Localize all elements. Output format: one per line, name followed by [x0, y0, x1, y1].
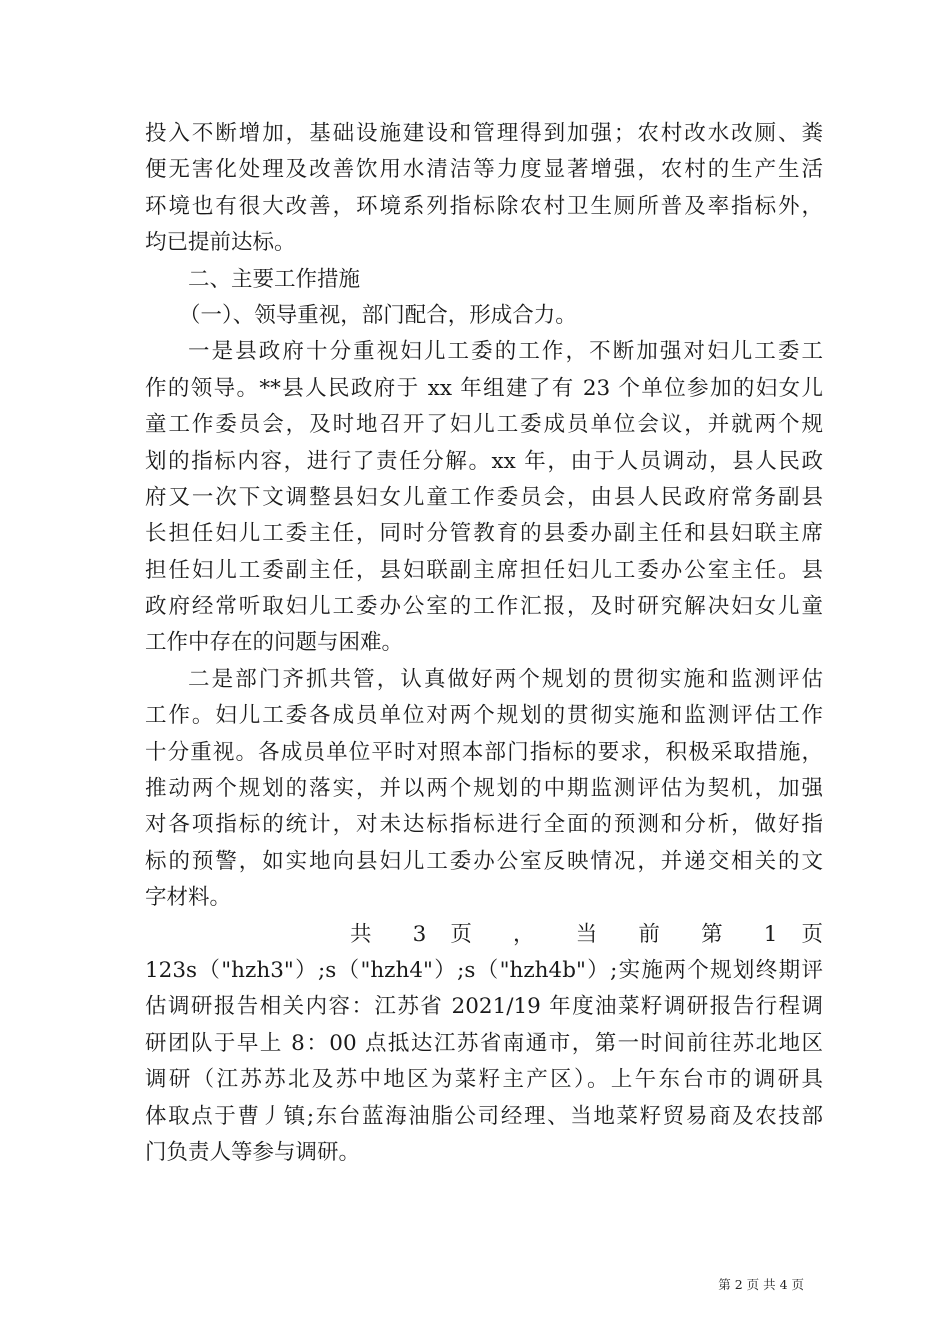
paragraph-line: 字材料。	[145, 885, 232, 911]
paragraph-line: 推动两个规划的落实，并以两个规划的中期监测评估为契机，加强	[145, 776, 823, 802]
paragraph-line: 123s（"hzh3"）;s（"hzh4"）;s（"hzh4b"）;实施两个规划终期评	[145, 957, 823, 983]
paragraph-line: 二是部门齐抓共管，认真做好两个规划的贯彻实施和监测评估	[188, 666, 823, 692]
paragraph-line: 门负责人等参与调研。	[145, 1139, 361, 1165]
paragraph-line: 作的领导。**县人民政府于 xx 年组建了有 23 个单位参加的妇女儿	[145, 375, 823, 401]
paragraph-line: 环境也有很大改善，环境系列指标除农村卫生厕所普及率指标外，	[145, 193, 823, 219]
paragraph-line: 便无害化处理及改善饮用水清洁等力度显著增强，农村的生产生活	[145, 157, 823, 183]
paragraph-line: 府又一次下文调整县妇女儿童工作委员会，由县人民政府常务副县	[145, 484, 823, 510]
paragraph-line: 研团队于早上 8：00 点抵达江苏省南通市，第一时间前往苏北地区	[145, 1030, 823, 1056]
paragraph-line: 体取点于曹丿镇;东台蓝海油脂公司经理、当地菜籽贸易商及农技部	[145, 1103, 823, 1129]
paragraph-line: 工作。妇儿工委各成员单位对两个规划的贯彻实施和监测评估工作	[145, 703, 823, 729]
inline-page-marker: 共 3 页 ， 当 前 第 1 页	[350, 921, 823, 947]
paragraph-line: 长担任妇儿工委主任，同时分管教育的县委办副主任和县妇联主席	[145, 521, 823, 547]
paragraph-line: 一是县政府十分重视妇儿工委的工作，不断加强对妇儿工委工	[188, 339, 823, 365]
paragraph-line: 十分重视。各成员单位平时对照本部门指标的要求，积极采取措施，	[145, 739, 823, 765]
paragraph-line: 工作中存在的问题与困难。	[145, 630, 404, 656]
paragraph-line: 投入不断增加，基础设施建设和管理得到加强；农村改水改厕、粪	[145, 121, 823, 146]
paragraph-line: 划的指标内容，进行了责任分解。xx 年，由于人员调动，县人民政	[145, 448, 823, 474]
paragraph-line: 调研（江苏苏北及苏中地区为菜籽主产区）。上午东台市的调研具	[145, 1067, 823, 1093]
paragraph-line: 对各项指标的统计，对未达标指标进行全面的预测和分析，做好指	[145, 812, 823, 838]
document-body	[145, 116, 823, 1171]
section-heading: 二、主要工作措施	[188, 266, 361, 292]
subsection-heading: （一）、领导重视，部门配合，形成合力。	[179, 302, 577, 328]
paragraph-line: 估调研报告相关内容：江苏省 2021/19 年度油菜籽调研报告行程调	[145, 994, 823, 1020]
paragraph-line: 标的预警，如实地向县妇儿工委办公室反映情况，并递交相关的文	[145, 848, 823, 874]
paragraph-line: 担任妇儿工委副主任，县妇联副主席担任妇儿工委办公室主任。县	[145, 557, 823, 583]
paragraph-line: 均已提前达标。	[145, 230, 296, 256]
paragraph-line: 政府经常听取妇儿工委办公室的工作汇报，及时研究解决妇女儿童	[145, 594, 823, 620]
page-footer: 第 2 页 共 4 页	[718, 1277, 804, 1292]
paragraph-line: 童工作委员会，及时地召开了妇儿工委成员单位会议，并就两个规	[145, 412, 823, 438]
